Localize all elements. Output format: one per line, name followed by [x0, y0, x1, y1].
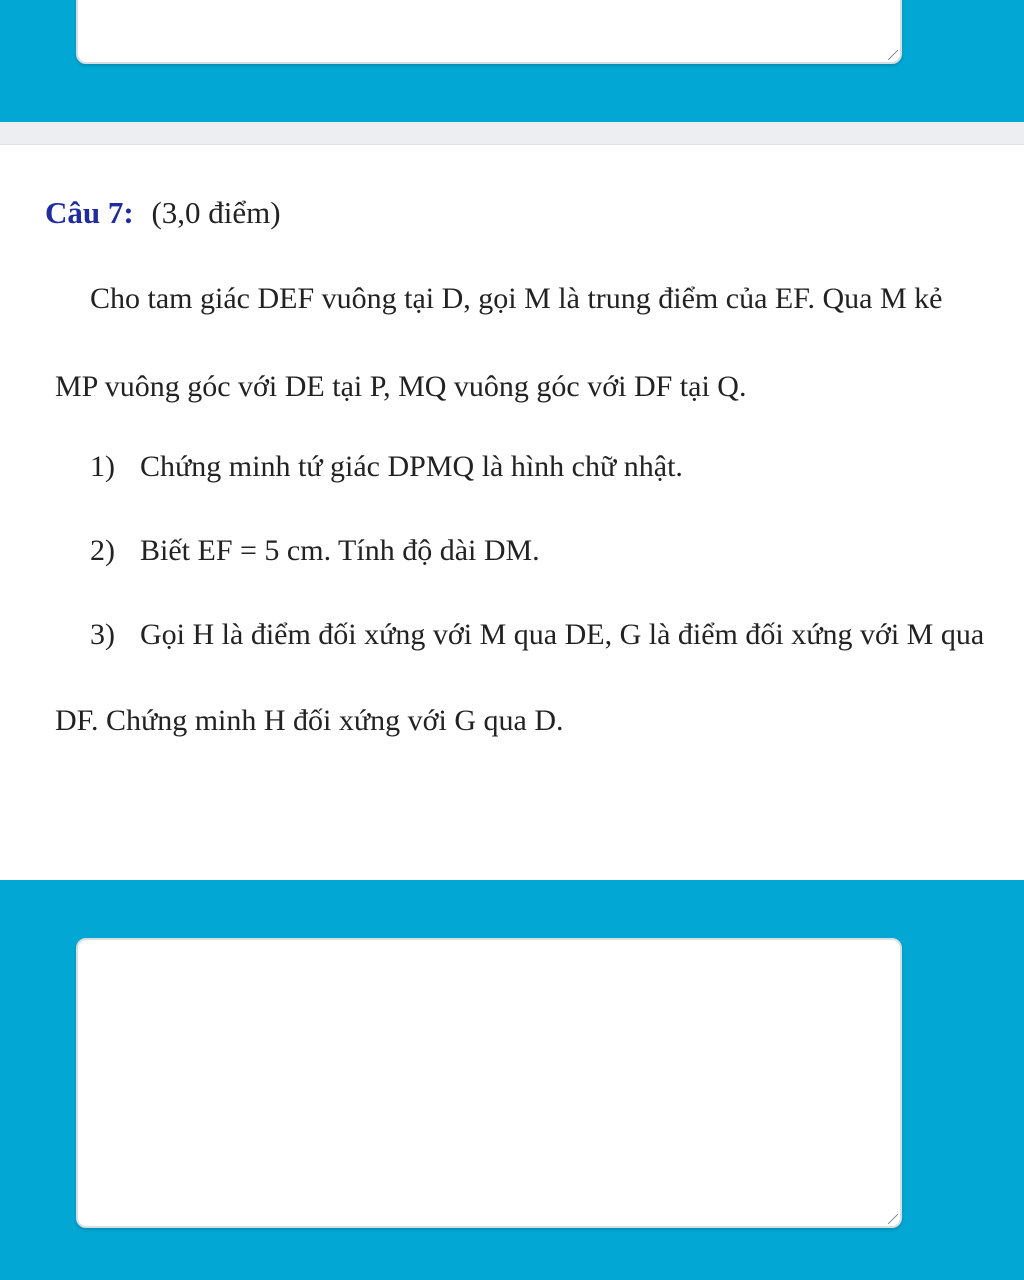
- item-number: 2): [90, 534, 115, 567]
- item-text: Chứng minh tứ giác DPMQ là hình chữ nhật.: [140, 450, 683, 483]
- question-item-3: [90, 615, 984, 655]
- question-item-1: [90, 447, 683, 487]
- item-number: 3): [90, 618, 115, 651]
- question-intro-line-1: Cho tam giác DEF vuông tại D, gọi M là trung điểm của EF. Qua M kẻ: [90, 282, 943, 315]
- question-header: [45, 193, 281, 233]
- question-item-3-continuation: DF. Chứng minh H đối xứng với G qua D.: [55, 704, 564, 737]
- top-answer-panel: [0, 0, 1024, 122]
- item-text: Biết EF = 5 cm. Tính độ dài DM.: [140, 534, 540, 567]
- resize-grip-icon[interactable]: [888, 50, 898, 60]
- question-item-2: [90, 531, 540, 571]
- item-number: 1): [90, 450, 115, 483]
- item-text: Gọi H là điểm đối xứng với M qua DE, G là điểm đối xứng với M qua: [140, 618, 985, 651]
- question-intro-line-2: MP vuông góc với DE tại P, MQ vuông góc với DF tại Q.: [55, 370, 747, 403]
- question-number: Câu 7:: [45, 195, 134, 230]
- answer-textarea-previous[interactable]: [76, 0, 902, 64]
- answer-textarea[interactable]: [76, 938, 902, 1228]
- resize-grip-icon[interactable]: [888, 1214, 898, 1224]
- question-card: [0, 144, 1024, 880]
- question-points: (3,0 điểm): [151, 195, 281, 230]
